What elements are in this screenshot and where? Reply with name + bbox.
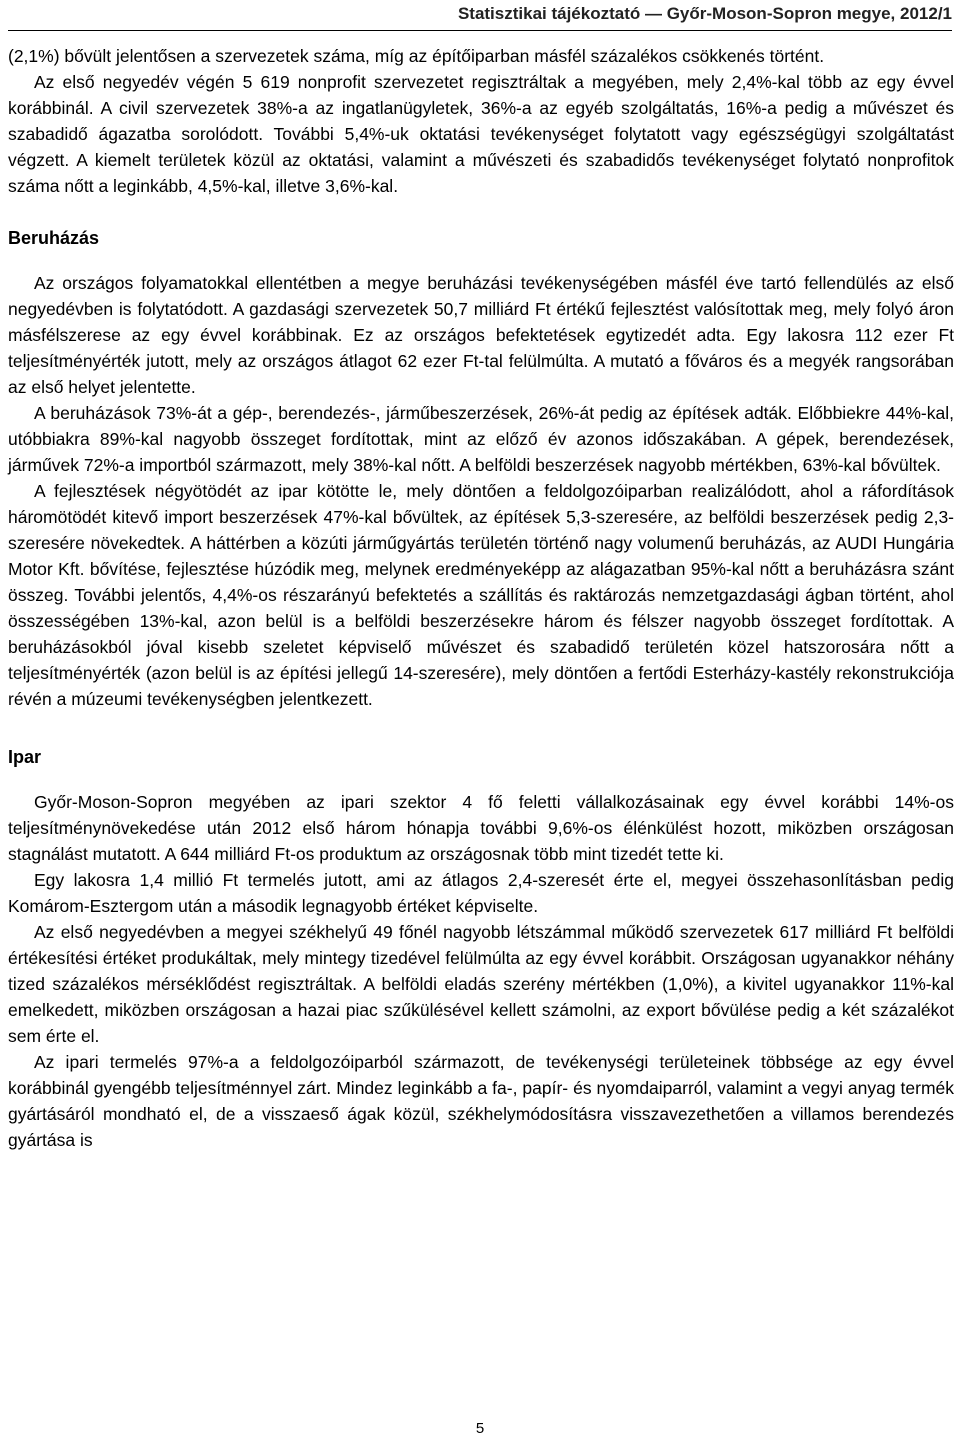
beruhazas-paragraph-1: Az országos folyamatokkal ellentétben a megye beruházási tevékenységében másfél éve tartó fellendülés az első negyedévben is folytatódott. A gazdasági szervezetek 50,7 milliárd Ft értékű fejlesztést valósítottak meg, mely folyó áron másfélszerese az egy évvel korábbinak. Ez az országos befektetések egytizedét adta. Egy lakosra 112 ezer Ft teljesítményérték jutott, mely az országos átlagot 62 ezer Ft-tal felülmúlta. A mutató a főváros és a megyék rangsorában az első helyet jelentette. <box>8 273 954 397</box>
ipar-paragraph-1: Győr-Moson-Sopron megyében az ipari szektor 4 fő feletti vállalkozásainak egy évvel korábbi 14%-os teljesítménynövekedése után 2012 első három hónapja további 9,6%-os élénkülést hozott, miközben országosan stagnálást mutatott. A 644 milliárd Ft-os produktum az országosnak több mint tizedét tette ki. <box>8 792 954 864</box>
section-heading-ipar: Ipar <box>8 747 42 767</box>
ipar-paragraph-3: Az első negyedévben a megyei székhelyű 49 főnél nagyobb létszámmal működő szervezetek 617 milliárd Ft belföldi értékesítési értéket produkáltak, mely mintegy tizedével felülmúlta az egy évvel korábbit. Országosan ugyanakkor néhány tized százalékos mérséklődést regisztráltak. A belföldi eladás szerény mértékben (1,0%), a kivitel ugyanakkor 11%-kal emelkedett, miközben országosan a hazai piac szűkülésével kellett számolni, az export bővülése pedig a két százalékot sem érte el. <box>8 922 954 1046</box>
header-rule <box>8 30 952 31</box>
intro-paragraph-2: Az első negyedév végén 5 619 nonprofit szervezetet regisztráltak a megyében, mely 2,4%-kal több az egy évvel korábbinál. A civil szervezetek 38%-a az ingatlanügyletek, 36%-a az egyéb szolgáltatás, 16%-a pedig a művészet és szabadidő ágazatba sorolódott. További 5,4%-uk oktatási tevékenységet folytatott vagy egészségügyi szolgáltatást végzett. A kiemelt területek közül az oktatási, valamint a művészeti és szabadidős tevékenységet folytató nonprofitok száma nőtt a leginkább, 4,5%-kal, illetve 3,6%-kal. <box>8 72 954 196</box>
document-body <box>8 43 954 1153</box>
section-heading-beruhazas: Beruházás <box>8 228 100 248</box>
beruhazas-paragraph-2: A beruházások 73%-át a gép-, berendezés-, járműbeszerzések, 26%-át pedig az építések adták. Előbbiekre 44%-kal, utóbbiakra 89%-kal nagyobb összeget fordítottak, mint az előző év azonos időszakában. A gépek, berendezések, járművek 72%-a importból származott, mely 38%-kal nőtt. A belföldi beszerzések nagyobb mértékben, 63%-kal bővültek. <box>8 403 954 475</box>
ipar-paragraph-4: Az ipari termelés 97%-a a feldolgozóiparból származott, de tevékenységi területeinek többsége az egy évvel korábbinál gyengébb teljesítménnyel zárt. Mindez leginkább a fa-, papír- és nyomdaiparról, valamint a vegyi anyag termék gyártásáról mondható el, de a visszaeső ágak közül, székhelymódosításra visszavezethetően a villamos berendezés gyártása is <box>8 1052 954 1150</box>
page-number: 5 <box>475 1420 485 1437</box>
running-header: Statisztikai tájékoztató — Győr-Moson-Sopron megye, 2012/1 <box>457 4 952 23</box>
ipar-paragraph-2: Egy lakosra 1,4 millió Ft termelés jutott, ami az átlagos 2,4-szeresét érte el, megyei összehasonlításban pedig Komárom-Esztergom után a második legnagyobb értéket képviselte. <box>8 870 954 916</box>
intro-paragraph-1: (2,1%) bővült jelentősen a szervezetek száma, míg az építőiparban másfél százalékos csökkenés történt. <box>8 46 825 66</box>
beruhazas-paragraph-3: A fejlesztések négyötödét az ipar kötötte le, mely döntően a feldolgozóiparban realizálódott, ahol a ráfordítások háromötödét kitevő import beszerzések 47%-kal bővültek, az építések 5,3-szeresére, az belföldi beszerzések pedig 2,3-szeresére növekedtek. A háttérben a közúti járműgyártás területén történő nagy volumenű beruházás, az AUDI Hungária Motor Kft. bővítése, fejlesztése húzódik meg, melynek eredményeképp az alágazatban 95%-kal nőtt a beruházásra szánt összeg. További jelentős, 4,4%-os részarányú befektetés a szállítás és raktározás nemzetgazdasági ágban történt, ahol összességében 13%-kal, azon belül is a belföldi beszerzésekre három és félszer nagyobb összeget fordítottak. A beruházásokból jóval kisebb szeletet képviselő művészet és szabadidő területén közel hatszorosára nőtt a teljesítményérték (azon belül is az építési jellegű 14-szeresére), mely döntően a fertődi Esterházy-kastély rekonstrukciója révén a múzeumi tevékenységben jelentkezett. <box>8 481 954 709</box>
